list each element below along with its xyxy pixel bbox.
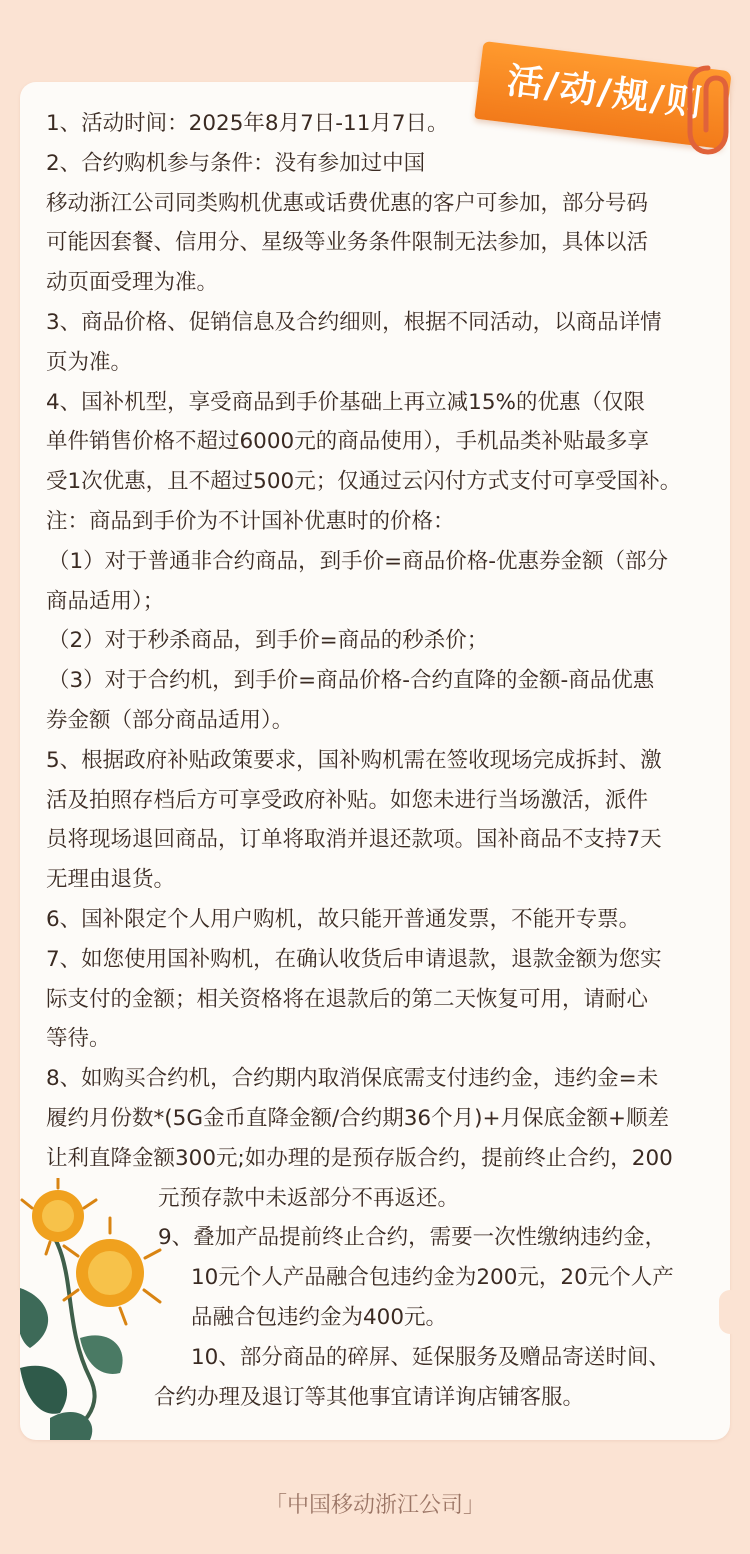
rule-line: 注：商品到手价为不计国补优惠时的价格： xyxy=(46,508,455,534)
rule-line: 商品适用）； xyxy=(46,588,165,614)
rule-line: （2）对于秒杀商品，到手价=商品的秒杀价； xyxy=(48,628,489,654)
rule-line: 让利直降金额300元;如办理的是预存版合约，提前终止合约，200 xyxy=(46,1145,673,1171)
rule-line: 无理由退货。 xyxy=(46,867,176,893)
rule-line: 动页面受理为准。 xyxy=(46,270,219,296)
rule-line: 受1次优惠，且不超过500元；仅通过云闪付方式支付可享受国补。 xyxy=(46,469,682,495)
rule-line: 元预存款中未返部分不再返还。 xyxy=(158,1185,460,1211)
rule-line: 8、如购买合约机，合约期内取消保底需支付违约金，违约金=未 xyxy=(46,1066,659,1092)
rule-line: 4、国补机型，享受商品到手价基础上再立减15%的优惠（仅限 xyxy=(46,389,645,415)
rule-line: 页为准。 xyxy=(46,349,133,375)
rule-line: 品融合包违约金为400元。 xyxy=(191,1304,448,1330)
rule-line: 7、如您使用国补购机，在确认收货后申请退款，退款金额为您实 xyxy=(46,946,662,972)
rule-line: 活及拍照存档后方可享受政府补贴。如您未进行当场激活，派件 xyxy=(46,787,649,813)
rule-line: 单件销售价格不超过6000元的商品使用），手机品类补贴最多享 xyxy=(46,429,649,455)
rule-line: 等待。 xyxy=(46,1026,111,1052)
rule-line: 1、活动时间：2025年8月7日-11月7日。 xyxy=(46,111,449,136)
rule-line: （3）对于合约机，到手价=商品价格-合约直降的金额-商品优惠 xyxy=(48,668,655,694)
ticket-notch-right xyxy=(719,1290,741,1334)
footer-company: 「中国移动浙江公司」 xyxy=(264,1493,485,1518)
rule-line: （1）对于普通非合约商品，到手价=商品价格-优惠券金额（部分 xyxy=(48,548,668,574)
rule-line: 履约月份数*(5G金币直降金额/合约期36个月)+月保底金额+顺差 xyxy=(46,1105,669,1131)
rule-line: 合约办理及退订等其他事宜请详询店铺客服。 xyxy=(154,1384,585,1410)
rule-line: 10、部分商品的碎屏、延保服务及赠品寄送时间、 xyxy=(191,1344,670,1370)
chrysanthemum-illustration xyxy=(20,1178,180,1440)
rule-line: 10元个人产品融合包违约金为200元，20元个人产 xyxy=(191,1265,674,1291)
rule-line: 可能因套餐、信用分、星级等业务条件限制无法参加，具体以活 xyxy=(46,230,649,256)
rule-line: 员将现场退回商品，订单将取消并退还款项。国补商品不支持7天 xyxy=(46,827,662,853)
rules-title: 活/动/规/则 xyxy=(504,60,706,126)
rule-line: 2、合约购机参与条件：没有参加过中国 xyxy=(46,150,426,176)
rule-line: 6、国补限定个人用户购机，故只能开普通发票，不能开专票。 xyxy=(46,906,641,932)
rule-line: 移动浙江公司同类购机优惠或话费优惠的客户可参加，部分号码 xyxy=(46,190,649,216)
rule-line: 9、叠加产品提前终止合约，需要一次性缴纳违约金， xyxy=(158,1225,667,1251)
rule-line: 券金额（部分商品适用）。 xyxy=(46,707,294,733)
rule-line: 5、根据政府补贴政策要求，国补购机需在签收现场完成拆封、激 xyxy=(46,747,662,773)
rule-line: 际支付的金额；相关资格将在退款后的第二天恢复可用，请耐心 xyxy=(46,986,649,1012)
rule-line: 3、商品价格、促销信息及合约细则，根据不同活动，以商品详情 xyxy=(46,309,662,335)
